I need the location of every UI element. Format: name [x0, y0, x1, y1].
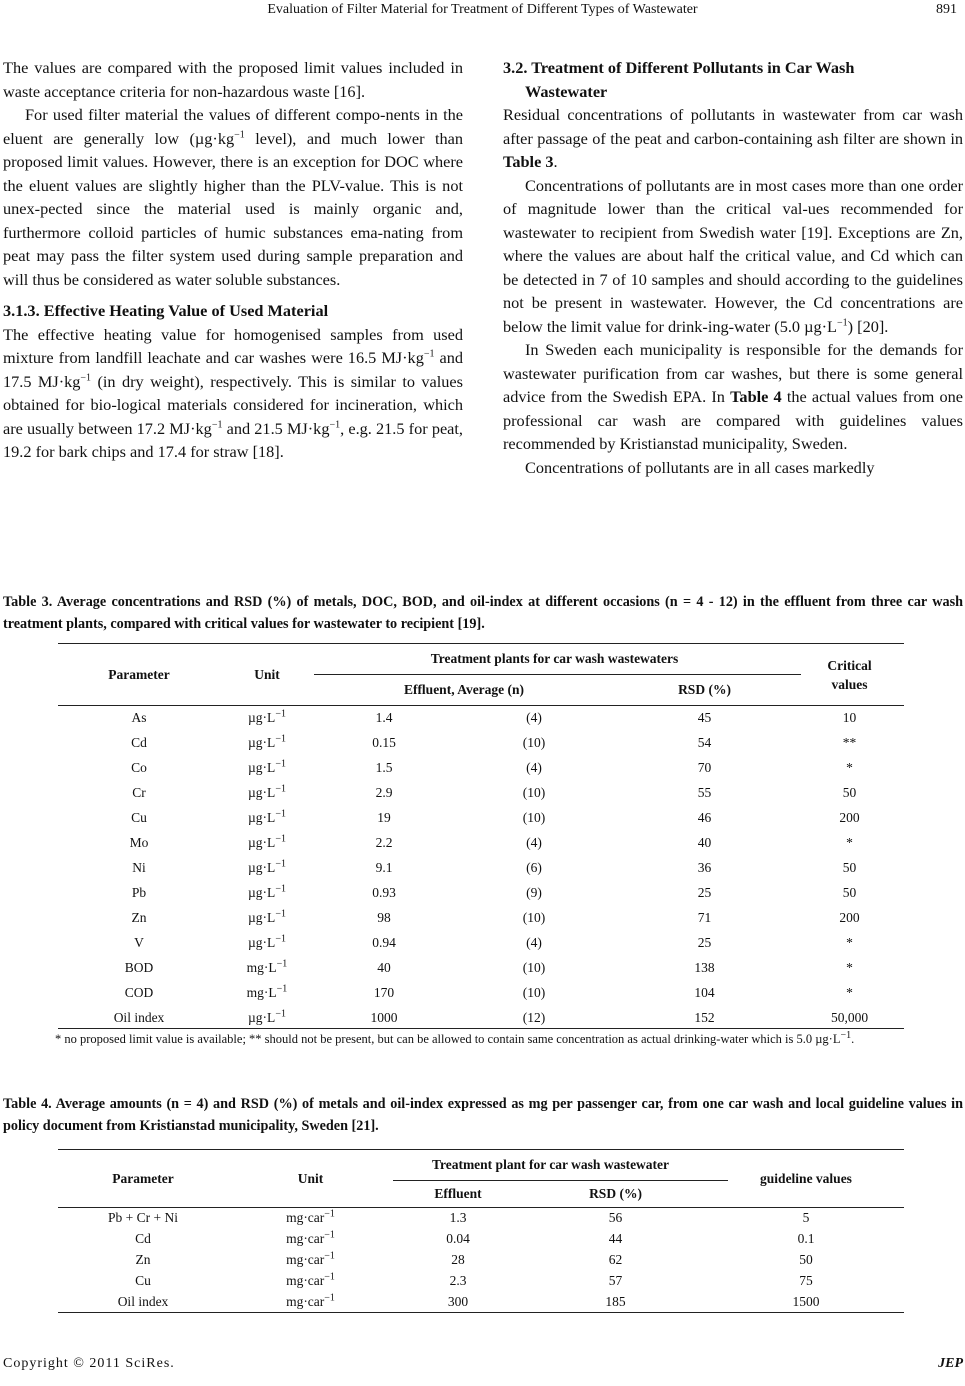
table-cell: 50 [842, 784, 857, 800]
table-cell: 40 [697, 834, 712, 850]
table-cell: 1.4 [375, 709, 393, 725]
table-cell: $\mu g\cdot L^{-1}$ [248, 908, 286, 925]
table-cell: 71 [697, 909, 712, 925]
table-cell: 2.9 [375, 784, 393, 800]
table-cell: $\mu g\cdot L^{-1}$ [248, 833, 286, 850]
col-header-rsd: RSD (%) [678, 681, 731, 697]
table-cell: 1000 [370, 1009, 398, 1025]
table-row [58, 1005, 904, 1030]
table-cell: * [846, 834, 853, 850]
table-cell: 70 [697, 759, 712, 775]
page-number: 891 [936, 2, 957, 17]
table-cell: 50 [799, 1251, 813, 1267]
table-cell: 300 [447, 1293, 469, 1309]
table-cell: 1.3 [449, 1209, 467, 1225]
table-cell: 138 [694, 959, 715, 975]
table-cell: mg·car$^{-1}$ [286, 1208, 335, 1225]
table-cell: As [131, 709, 147, 725]
table-cell: 0.15 [372, 734, 396, 750]
table-cell: 98 [377, 909, 391, 925]
table-cell: 1.5 [375, 759, 393, 775]
table-cell: mg·car$^{-1}$ [286, 1271, 335, 1288]
table-cell: mg·car$^{-1}$ [286, 1229, 335, 1246]
table-cell: $\mu g\cdot L^{-1}$ [248, 883, 286, 900]
table-row [58, 705, 904, 730]
table-cell: (10) [522, 909, 546, 925]
table-cell: 2.3 [449, 1272, 467, 1288]
table-cell: 55 [697, 784, 712, 800]
table-cell: Oil index [113, 1009, 165, 1025]
table-cell: 54 [697, 734, 712, 750]
table-cell: Cd [135, 1230, 151, 1246]
table-row [58, 880, 904, 905]
table-cell: 45 [697, 709, 712, 725]
table-cell: 56 [608, 1209, 623, 1225]
table-cell: 200 [839, 909, 860, 925]
table-cell: (4) [526, 709, 542, 725]
table-cell: Zn [131, 909, 147, 925]
table-cell: Co [131, 759, 147, 775]
table-row [58, 855, 904, 880]
table-cell: 0.94 [372, 934, 396, 950]
table-cell: $\mu g\cdot L^{-1}$ [248, 858, 286, 875]
table-cell: $\mu g\cdot L^{-1}$ [248, 808, 286, 825]
journal-abbrev: JEP [938, 1356, 963, 1371]
table-cell: * [846, 759, 853, 775]
table-row [58, 1270, 904, 1291]
table-cell: (10) [522, 984, 546, 1000]
table-cell: 9.1 [375, 859, 393, 875]
table-row [58, 905, 904, 930]
table-cell: (10) [522, 809, 546, 825]
table-cell: 0.1 [797, 1230, 815, 1246]
table-cell: 0.93 [372, 884, 396, 900]
section-heading-cont: Wastewater [525, 81, 608, 101]
table-cell: 50 [842, 884, 857, 900]
table-cell: (10) [522, 734, 546, 750]
copyright: Copyright © 2011 SciRes. [3, 1356, 175, 1371]
table-cell: $\mu g\cdot L^{-1}$ [248, 733, 286, 750]
paragraph: Concentrations of pollutants are in most cases more than one order of magnitude lower than the critical val-ues recommended for wastewater to recipient from Swedish water [19]. Exceptions are Zn, where the values are about half the critical value, and Cd which can be detected in 7 of 10 samples and should according to the guidelines not be present in wastewater. However, the Cd concentrations are below the limit value for drink-ing-water (5.0 $\mu g\cdot L^{-1}$) [20]. [503, 175, 963, 336]
table-cell: * [846, 934, 853, 950]
col-header-unit: Unit [297, 1170, 324, 1186]
table-cell: mg·car$^{-1}$ [286, 1250, 335, 1267]
table-cell: (12) [522, 1009, 546, 1025]
table-cell: Cu [131, 809, 147, 825]
table-cell: (10) [522, 784, 546, 800]
table-cell: $\mu g\cdot L^{-1}$ [248, 758, 286, 775]
table-cell: $\mu g\cdot L^{-1}$ [248, 783, 286, 800]
table-cell: 200 [839, 809, 860, 825]
table-row [58, 1228, 904, 1249]
table-cell: $\mu g\cdot L^{-1}$ [248, 708, 286, 725]
table-cell: 50 [842, 859, 857, 875]
table4-caption: Table 4. Average amounts (n = 4) and RSD (%) of metals and oil-index expressed as mg per passenger car, from one car wash and local guideline values in policy document from Kristianstad municipality, Sweden [21]. [3, 1096, 963, 1134]
table-cell: Pb [131, 884, 147, 900]
table-cell: (6) [526, 859, 542, 875]
col-header-critical: Critical values [827, 657, 872, 692]
table-row [58, 830, 904, 855]
table-cell: $mg\cdot L^{-1}$ [246, 983, 288, 1000]
table-rule [58, 1312, 904, 1313]
right-column [503, 56, 963, 479]
running-title: Evaluation of Filter Material for Treatment of Different Types of Wastewater [267, 2, 698, 17]
paragraph: The values are compared with the proposed limit values included in waste acceptance criteria for non-hazardous waste [16]. [3, 58, 463, 101]
table-cell: $mg\cdot L^{-1}$ [246, 958, 288, 975]
table-cell: * [846, 959, 853, 975]
paragraph: Concentrations of pollutants are in all cases markedly [525, 457, 875, 477]
table-cell: 104 [694, 984, 715, 1000]
table-cell: 1500 [792, 1293, 820, 1309]
table-row [58, 1249, 904, 1270]
table-cell: 2.2 [375, 834, 393, 850]
paragraph: Residual concentrations of pollutants in wastewater from car wash after passage of the peat and carbon-containing ash filter are shown in Table 3. [503, 105, 963, 171]
table-cell: 25 [697, 884, 712, 900]
table-row [58, 780, 904, 805]
table-cell: (4) [526, 934, 542, 950]
table-cell: (9) [526, 884, 542, 900]
col-header-effluent: Effluent [434, 1185, 482, 1201]
table-cell: 170 [373, 984, 395, 1000]
col-header-guideline: guideline values [760, 1170, 852, 1186]
table-cell: * [846, 984, 853, 1000]
table-cell: (10) [522, 959, 546, 975]
table-cell: 10 [842, 709, 857, 725]
col-header-parameter: Parameter [112, 1170, 174, 1186]
table-cell: Mo [129, 834, 149, 850]
section-heading: 3.1.3. Effective Heating Value of Used Material [3, 301, 329, 320]
table-cell: Pb + Cr + Ni [108, 1209, 178, 1225]
table-cell: 50,000 [830, 1009, 869, 1025]
table3 [58, 644, 904, 1030]
table-cell: 152 [694, 1009, 715, 1025]
table-cell: Cu [135, 1272, 151, 1288]
table-cell: 28 [451, 1251, 465, 1267]
table-cell: Oil index [117, 1293, 169, 1309]
table-cell: $\mu g\cdot L^{-1}$ [248, 1008, 286, 1025]
table4 [58, 1150, 904, 1312]
table-cell: 5 [802, 1209, 810, 1225]
table-rule [58, 1028, 904, 1029]
table-row [58, 955, 904, 980]
table-row [58, 1207, 904, 1228]
table-cell: ** [842, 734, 857, 750]
col-header-rsd: RSD (%) [589, 1185, 642, 1201]
col-header-unit: Unit [254, 666, 280, 682]
table-row [58, 730, 904, 755]
table-cell: 19 [377, 809, 391, 825]
left-column [3, 56, 463, 464]
section-heading: 3.2. Treatment of Different Pollutants in Car Wash [503, 58, 855, 77]
table-cell: 46 [697, 809, 712, 825]
table-row [58, 980, 904, 1005]
col-header-effluent: Effluent, Average (n) [403, 681, 525, 697]
table-cell: 75 [799, 1272, 813, 1288]
col-header-parameter: Parameter [108, 666, 170, 682]
table3-caption: Table 3. Average concentrations and RSD (%) of metals, DOC, BOD, and oil-index at different occasions (n = 4 - 12) in the effluent from three car wash treatment plants, compared with critical values for wastewater to recipient [19]. [3, 594, 963, 632]
table-cell: 57 [608, 1272, 623, 1288]
table-cell: Zn [135, 1251, 151, 1267]
table-cell: 185 [605, 1293, 626, 1309]
table-cell: Ni [132, 859, 146, 875]
table-cell: 40 [377, 959, 391, 975]
table3-footnote: * no proposed limit value is available; ** should not be present, but can be allowed to contain same concentration as actual drinking-water which is 5.0 $\mu g\cdot L^{-1}$. [55, 1029, 855, 1046]
paragraph: For used filter material the values of different compo-nents in the eluent are generally low ($\mu g\cdot kg^{-1}$ level), and much lower than proposed limit values. However, there is an exception for DOC where the eluent values are slightly higher than the PLV-value. This is not unex-pected since the material used is mainly organic and, furthermore colloid particles of humic substances ema-nating from peat may pass the filter system used during sample preparation and will thus be considered as water soluble substances. [3, 105, 463, 289]
col-header-group: Treatment plants for car wash wastewaters [430, 651, 679, 666]
table-cell: COD [124, 984, 154, 1000]
running-header [0, 0, 965, 26]
table-cell: 62 [608, 1251, 623, 1267]
table-cell: BOD [124, 959, 154, 975]
table-cell: (4) [526, 834, 542, 850]
table-cell: 25 [697, 934, 712, 950]
table-cell: mg·car$^{-1}$ [286, 1292, 335, 1309]
table-cell: Cd [131, 734, 147, 750]
table-cell: 36 [697, 859, 712, 875]
table-cell: (4) [526, 759, 542, 775]
table-cell: 0.04 [446, 1230, 470, 1246]
paragraph: The effective heating value for homogenised samples from used mixture from landfill leachate and car washes were 16.5 $MJ\cdot kg^{-1}$ and 17.5 $MJ\cdot kg^{-1}$ (in dry weight), respectively. This is similar to values obtained for bio-logical materials considered for incineration, which are usually between 17.2 $MJ\cdot kg^{-1}$ and 21.5 $MJ\cdot kg^{-1}$, e.g. 21.5 for peat, 19.2 for bark chips and 17.4 for straw [18]. [3, 324, 464, 461]
paragraph: In Sweden each municipality is responsible for the demands for wastewater purification from car washes, but there is some general advice from the Swedish EPA. In Table 4 the actual values from one professional car wash are compared with guidelines values recommended by Kristianstad municipality, Sweden. [503, 340, 963, 453]
table-cell: Cr [132, 784, 146, 800]
table-row [58, 1291, 904, 1312]
table-cell: 44 [608, 1230, 623, 1246]
table-cell: V [134, 934, 144, 950]
table-row [58, 930, 904, 955]
table-row [58, 755, 904, 780]
col-header-group: Treatment plant for car wash wastewater [431, 1157, 670, 1172]
table-cell: $\mu g\cdot L^{-1}$ [248, 933, 286, 950]
table-row [58, 805, 904, 830]
